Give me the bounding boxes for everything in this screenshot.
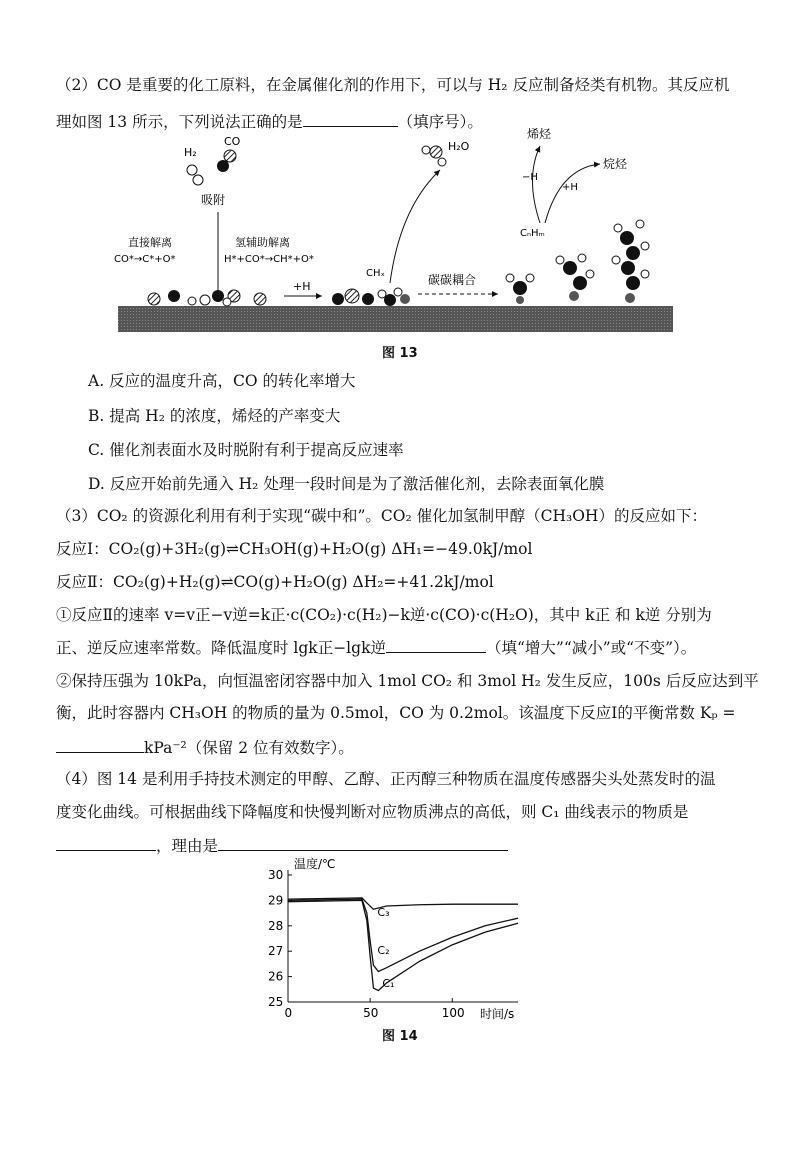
option-c[interactable]: C. 催化剂表面水及时脱附有利于提高反应速率 xyxy=(88,441,404,459)
adsorbed-atoms-icon xyxy=(148,290,266,306)
h2o-molecule-icon xyxy=(422,146,446,166)
plus-h-label: +H xyxy=(562,182,578,193)
h2-label: H₂ xyxy=(184,146,197,159)
x-axis-label: 时间/s xyxy=(480,1007,515,1021)
q3-part1-stem: 正、逆反应速率常数。降低温度时 lgk正−lgk逆 xyxy=(56,639,386,657)
q3-part2: ②保持压强为 10kPa，向恒温密闭容器中加入 1mol CO₂ 和 3mol H₂ 发生反应，100s 后反应达到平 xyxy=(56,672,759,690)
alkene-label: 烯烃 xyxy=(527,128,552,141)
series-label: C₂ xyxy=(377,943,390,957)
series-label: C₃ xyxy=(377,905,390,919)
figure-14-chart xyxy=(240,850,540,1050)
answer-blank-q2[interactable] xyxy=(303,110,398,127)
q4-line1: （4）图 14 是利用手持技术测定的甲醇、乙醇、正丙醇三种物质在温度传感器尖头处蒸发时的温 xyxy=(56,770,716,788)
y-tick-label: 29 xyxy=(268,893,284,908)
h2-molecule-icon xyxy=(187,165,203,185)
catalyst-surface xyxy=(118,306,673,332)
minus-h-label: −H xyxy=(522,172,538,183)
coupling-label: 碳碳耦合 xyxy=(428,273,477,287)
q3-intro: （3）CO₂ 的资源化利用有利于实现“碳中和”。CO₂ 催化加氢制甲醇（CH₃OH）的反应如下： xyxy=(56,507,707,525)
series-label: C₁ xyxy=(382,976,395,990)
q4-reason-label: ，理由是 xyxy=(156,837,219,855)
answer-blank-q4-substance[interactable] xyxy=(56,834,156,851)
direct-dissociation-eq: CO*→C*+O* xyxy=(114,254,176,265)
series-line-C₂ xyxy=(288,899,518,971)
option-a[interactable]: A. 反应的温度升高，CO 的转化率增大 xyxy=(88,372,356,390)
h2o-label: H₂O xyxy=(448,140,470,153)
y-tick-label: 30 xyxy=(268,868,284,882)
answer-blank-q3-1[interactable] xyxy=(386,636,486,653)
q3-part2-line3 xyxy=(56,736,354,759)
reaction-2: 反应Ⅱ：CO₂(g)+H₂(g)⇌CO(g)+H₂O(g) ΔH₂=+41.2kJ/mol xyxy=(56,573,494,591)
q3-part2-line2: 衡，此时容器内 CH₃OH 的物质的量为 0.5mol，CO 为 0.2mol。该温度下反应Ⅰ的平衡常数 Kₚ = xyxy=(56,704,736,722)
chx-label: CHₓ xyxy=(366,268,385,279)
answer-blank-q3-2[interactable] xyxy=(56,736,144,753)
figure-13-caption: 图 13 xyxy=(382,346,418,361)
answer-blank-q4-reason[interactable] xyxy=(218,834,508,851)
h-assisted-dissociation-title: 氢辅助解离 xyxy=(235,236,290,249)
y-axis-label: 温度/℃ xyxy=(294,857,336,871)
co-molecule-icon xyxy=(217,150,236,172)
q4-line2: 度变化曲线。可根据曲线下降幅度和快慢判断对应物质沸点的高低，则 C₁ 曲线表示的物质是 xyxy=(56,803,689,821)
figure-13 xyxy=(100,128,690,338)
plus-h-arrow-label: +H xyxy=(293,280,311,293)
x-tick-label: 0 xyxy=(284,1006,293,1020)
q3-part1-hint: （填“增大”“减小”或“不变”）。 xyxy=(485,639,697,657)
x-tick-label: 100 xyxy=(441,1006,465,1020)
y-tick-label: 28 xyxy=(268,918,284,933)
adsorb-label: 吸附 xyxy=(201,193,226,207)
series-line-C₁ xyxy=(288,900,518,990)
q2-fill-hint: （填序号）。 xyxy=(397,113,483,131)
y-tick-label: 27 xyxy=(268,944,284,959)
x-tick-label: 50 xyxy=(363,1006,379,1020)
reaction-1: 反应Ⅰ：CO₂(g)+3H₂(g)⇌CH₃OH(g)+H₂O(g) ΔH₁=−49.0kJ/mol xyxy=(56,540,533,558)
cnhm-label: CₙHₘ xyxy=(520,228,545,239)
y-tick-label: 26 xyxy=(268,969,284,984)
option-b[interactable]: B. 提高 H₂ 的浓度，烯烃的产率变大 xyxy=(88,407,341,425)
q3-part2-unit: kPa⁻²（保留 2 位有效数字）。 xyxy=(144,739,354,757)
option-d[interactable]: D. 反应开始前先通入 H₂ 处理一段时间是为了激活催化剂，去除表面氧化膜 xyxy=(88,475,605,493)
co-label: CO xyxy=(224,135,241,148)
figure-14-caption: 图 14 xyxy=(382,1029,418,1044)
q3-part1: ①反应Ⅱ的速率 v=v正−v逆=k正·c(CO₂)·c(H₂)−k逆·c(CO)·c(H₂O)，其中 k正 和 k逆 分别为 xyxy=(56,606,712,624)
alkane-label: 烷烃 xyxy=(603,157,628,171)
q3-part1-line2 xyxy=(56,636,696,659)
chx-cluster-icon xyxy=(332,288,410,306)
h-assisted-dissociation-eq: H*+CO*→CH*+O* xyxy=(224,254,314,265)
direct-dissociation-title: 直接解离 xyxy=(128,236,172,249)
q2-stem: 理如图 13 所示，下列说法正确的是 xyxy=(56,113,303,131)
y-tick-label: 25 xyxy=(268,995,284,1009)
q2-line1: （2）CO 是重要的化工原料，在金属催化剂的作用下，可以与 H₂ 反应制备烃类有机物。其反应机 xyxy=(56,76,730,94)
